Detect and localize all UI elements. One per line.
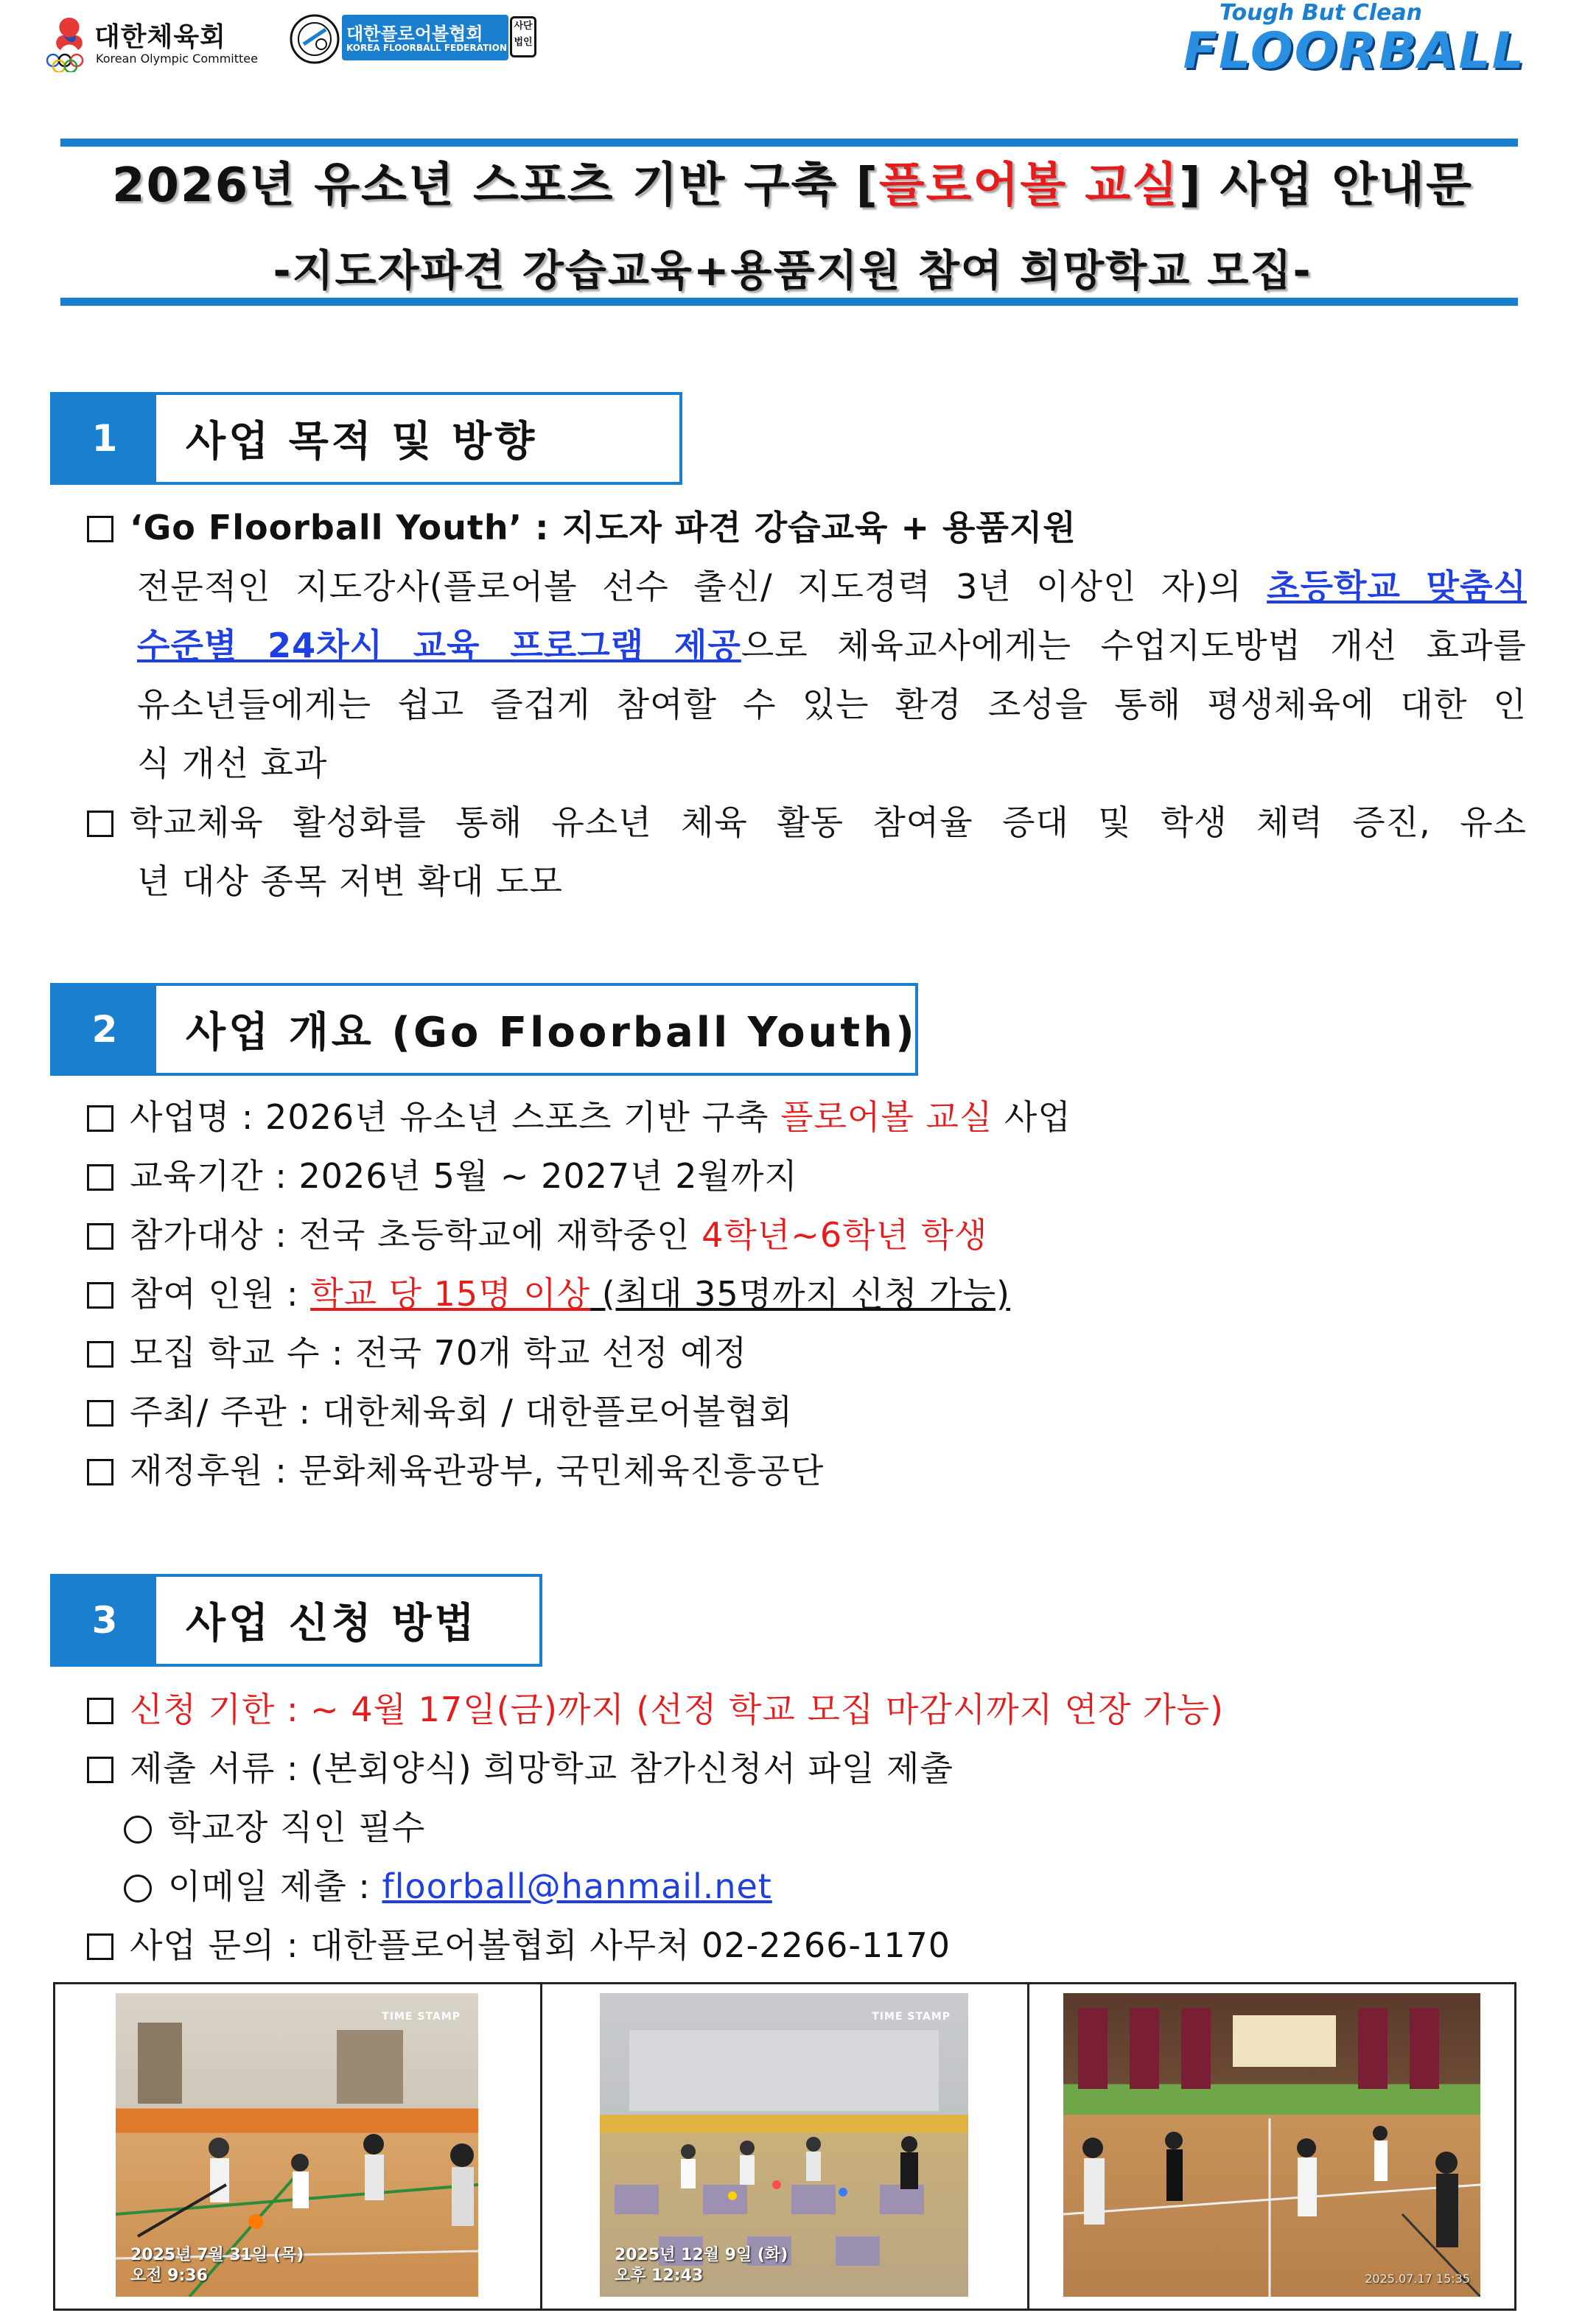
checkbox-square-icon <box>87 1400 113 1427</box>
gymnasium-floorball-photo <box>1063 1993 1480 2297</box>
koc-subtitle: Korean Olympic Committee <box>96 52 258 66</box>
s3-deadline <box>87 1680 1224 1739</box>
s1-item-1-title: ‘Go Floorball Youth’ : 지도자 파견 강습교육 + 용품지원 <box>130 508 1077 547</box>
koc-name: 대한체육회 <box>94 22 226 52</box>
checkbox-square-icon <box>87 1341 113 1368</box>
s2-text: (최대 35명까지 신청 가능) <box>590 1274 1010 1314</box>
classroom-floorball-photo <box>600 1993 968 2297</box>
s2-business-name <box>87 1088 1071 1147</box>
s1-highlight: 수준별 24차시 교육 프로그램 제공 <box>137 626 741 665</box>
section-2-header <box>50 983 918 1076</box>
s1-item-2-line-2: 년 대상 종목 저변 확대 도모 <box>137 861 563 901</box>
s2-schools <box>87 1323 747 1382</box>
s3-text: 신청 기한 : <box>130 1690 311 1729</box>
s2-text: 참여 인원 : <box>130 1274 311 1314</box>
photo-date: 2025.07.17 15:35 <box>1365 2272 1470 2286</box>
s2-highlight: 4학년~6학년 학생 <box>701 1215 988 1255</box>
s3-highlight: ~ 4월 17일(금)까지 (선정 학교 모집 마감시까지 연장 가능) <box>310 1690 1224 1729</box>
s3-documents <box>87 1739 954 1798</box>
time-stamp-label: TIME STAMP <box>382 2011 461 2023</box>
checkbox-square-icon <box>87 1757 113 1783</box>
s2-text: 참가대상 : 전국 초등학교에 재학중인 <box>130 1215 702 1255</box>
checkbox-square-icon <box>87 1105 113 1132</box>
s2-period <box>87 1147 798 1205</box>
photo-timestamp <box>615 2245 788 2286</box>
section-1-header <box>50 392 682 485</box>
photo-gallery <box>53 1982 1516 2311</box>
s3-text: 사업 문의 : 대한플로어볼협회 사무처 02-2266-1170 <box>130 1925 951 1965</box>
s3-text: 학교장 직인 필수 <box>168 1807 426 1847</box>
s1-text: 전문적인 지도강사(플로어볼 선수 출신/ 지도경력 3년 이상인 자)의 <box>137 567 1267 606</box>
korea-floorball-federation-logo <box>289 9 539 68</box>
email-link[interactable]: floorball@hanmail.net <box>382 1866 772 1906</box>
s2-text: 재정후원 : 문화체육관광부, 국민체육진흥공단 <box>130 1451 825 1491</box>
checkbox-square-icon <box>87 1223 113 1250</box>
circle-bullet-icon <box>124 1875 152 1903</box>
checkbox-square-icon <box>87 1459 113 1485</box>
title-top-rule <box>60 139 1518 147</box>
photo-date: 2025년 7월 31일 (목) <box>130 2246 304 2264</box>
section-number: 1 <box>53 395 156 482</box>
floorball-brand-logo <box>1150 0 1533 81</box>
page-title <box>0 147 1585 215</box>
photo-date: 2025년 12월 9일 (화) <box>615 2246 788 2264</box>
s1-highlight: 초등학교 맞춤식 <box>1267 567 1527 606</box>
brand-tagline: Tough But Clean <box>1219 0 1422 26</box>
circle-bullet-icon <box>124 1816 152 1844</box>
kff-subtitle: KOREA FLOORBALL FEDERATION <box>346 43 507 53</box>
s2-host <box>87 1382 793 1441</box>
photo-cell-3 <box>1029 1984 1514 2309</box>
s1-item-1-line-4: 식 개선 효과 <box>137 743 328 783</box>
s3-text: 제출 서류 : (본회양식) 희망학교 참가신청서 파일 제출 <box>130 1749 954 1788</box>
s1-item-1-line-1 <box>137 557 1527 616</box>
s2-text: 주최/ 주관 : 대한체육회 / 대한플로어볼협회 <box>130 1392 794 1432</box>
s1-item-1-line-3: 유소년들에게는 쉽고 즐겁게 참여할 수 있는 환경 조성을 통해 평생체육에 대한 인 <box>137 685 1527 724</box>
checkbox-square-icon <box>87 1164 113 1191</box>
photo-timestamp <box>130 2245 304 2286</box>
s3-sub-seal <box>124 1798 425 1857</box>
s3-sub-email <box>124 1857 772 1916</box>
s2-text: 사업명 : 2026년 유소년 스포츠 기반 구축 <box>130 1097 781 1137</box>
s1-item-2-line-1 <box>87 793 1527 852</box>
gym-class-photo <box>116 1993 478 2297</box>
s1-item-1-line-2 <box>137 616 1527 675</box>
section-3-header <box>50 1574 542 1667</box>
photo-timestamp <box>1365 2272 1470 2286</box>
checkbox-square-icon <box>87 811 113 837</box>
s2-text: 모집 학교 수 : 전국 70개 학교 선정 예정 <box>130 1333 748 1373</box>
federation-emblem-icon <box>289 13 340 65</box>
kff-badge: 사단법인 <box>510 16 536 57</box>
page-subtitle: -지도자파견 강습교육+용품지원 참여 희망학교 모집- <box>273 245 1312 295</box>
s2-sponsor <box>87 1441 824 1500</box>
s2-highlight: 플로어볼 교실 <box>780 1097 993 1137</box>
title-suffix: ] 사업 안내문 <box>1179 158 1474 213</box>
s3-text: 이메일 제출 : <box>168 1866 382 1906</box>
photo-cell-2 <box>542 1984 1029 2309</box>
s2-target <box>87 1205 987 1264</box>
korean-olympic-committee-logo <box>46 13 267 72</box>
s2-text: 사업 <box>993 1097 1071 1137</box>
s1-text: 으로 체육교사에게는 수업지도방법 개선 효과를 <box>741 626 1527 665</box>
title-highlight: 플로어볼 교실 <box>878 158 1180 213</box>
s1-item-1-heading <box>87 498 1077 557</box>
s2-highlight: 학교 당 15명 이상 <box>310 1274 591 1314</box>
checkbox-square-icon <box>87 1933 113 1960</box>
s1-text: 학교체육 활성화를 통해 유소년 체육 활동 참여율 증대 및 학생 체력 증진, 유소 <box>130 802 1527 842</box>
section-title: 사업 개요 (Go Floorball Youth) <box>186 1009 917 1057</box>
checkbox-square-icon <box>87 516 113 542</box>
checkbox-square-icon <box>87 1698 113 1724</box>
section-number: 2 <box>53 986 156 1073</box>
kff-name: 대한플로어볼협회 <box>346 24 483 44</box>
olympic-rings-icon <box>46 13 93 72</box>
title-prefix: 2026년 유소년 스포츠 기반 구축 [ <box>111 158 879 213</box>
time-stamp-label: TIME STAMP <box>872 2011 951 2023</box>
title-bottom-rule <box>60 298 1518 306</box>
checkbox-square-icon <box>87 1282 113 1309</box>
s2-participants <box>87 1264 1010 1323</box>
photo-time: 오전 9:36 <box>130 2267 208 2285</box>
section-number: 3 <box>53 1577 156 1664</box>
s2-text: 교육기간 : 2026년 5월 ~ 2027년 2월까지 <box>130 1156 798 1196</box>
section-title: 사업 목적 및 방향 <box>186 418 538 466</box>
section-title: 사업 신청 방법 <box>186 1600 477 1648</box>
photo-time: 오후 12:43 <box>615 2267 704 2285</box>
s3-contact <box>87 1916 951 1975</box>
brand-wordmark: FLOORBALL <box>1183 22 1525 80</box>
photo-cell-1 <box>55 1984 542 2309</box>
